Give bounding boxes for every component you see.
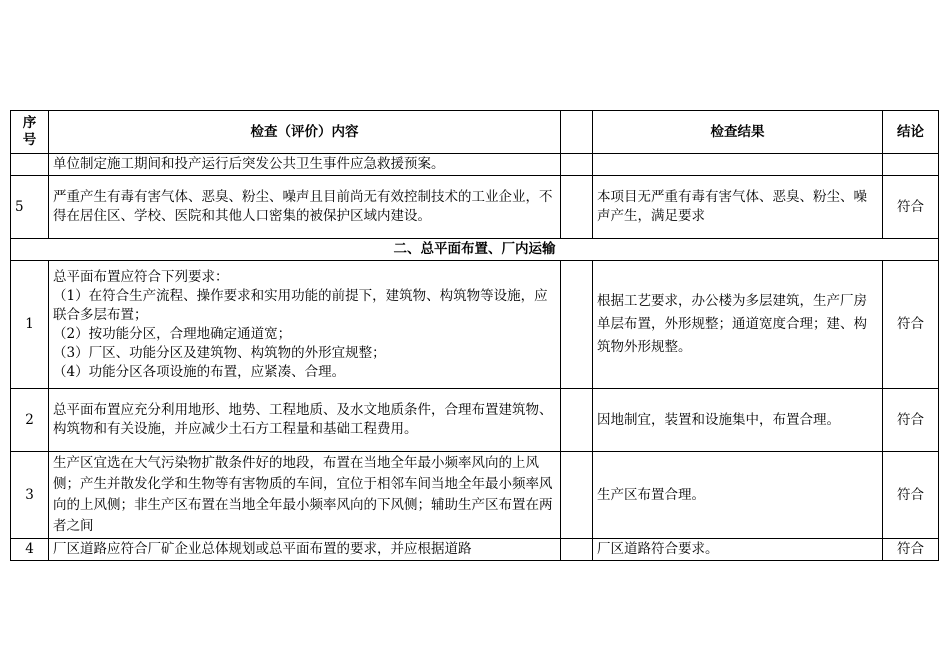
content-line: （3）厂区、功能分区及建筑物、构筑物的外形宜规整； [53, 344, 386, 361]
cell-conclusion: 符合 [883, 539, 939, 561]
cell-content: 厂区道路应符合厂矿企业总体规划或总平面布置的要求，并应根据道路 [49, 539, 561, 561]
header-content: 检查（评价）内容 [49, 111, 561, 154]
cell-conclusion [883, 154, 939, 176]
cell-seq [11, 154, 49, 176]
cell-result: 生产区布置合理。 [593, 452, 883, 539]
header-blank [561, 111, 593, 154]
cell-result [593, 154, 883, 176]
cell-conclusion: 符合 [883, 389, 939, 452]
cell-seq: 4 [11, 539, 49, 561]
cell-seq: 3 [11, 452, 49, 539]
section-title: 二、总平面布置、厂内运输 [11, 239, 939, 261]
header-conclusion: 结论 [883, 111, 939, 154]
cell-result: 因地制宜，装置和设施集中，布置合理。 [593, 389, 883, 452]
section-row [11, 239, 939, 261]
cell-seq: 1 [11, 261, 49, 389]
cell-blank [561, 261, 593, 389]
header-result: 检查结果 [593, 111, 883, 154]
content-line: （1）在符合生产流程、操作要求和实用功能的前提下，建筑物、构筑物等设施，应联合多层布置； [53, 287, 548, 323]
table-row [11, 452, 939, 539]
cell-blank [561, 389, 593, 452]
cell-result: 本项目无严重有毒有害气体、恶臭、粉尘、噪声产生，满足要求 [593, 176, 883, 239]
cell-conclusion: 符合 [883, 452, 939, 539]
table-row [11, 154, 939, 176]
table-header-row [11, 111, 939, 154]
cell-blank [561, 176, 593, 239]
cell-content [49, 261, 561, 389]
cell-seq: 2 [11, 389, 49, 452]
cell-result: 根据工艺要求，办公楼为多层建筑，生产厂房单层布置，外形规整；通道宽度合理；建、构筑物外形规整。 [593, 261, 883, 389]
cell-result: 厂区道路符合要求。 [593, 539, 883, 561]
cell-content: 生产区宜选在大气污染物扩散条件好的地段，布置在当地全年最小频率风向的上风侧；产生并散发化学和生物等有害物质的车间，宜位于相邻车间当地全年最小频率风向的上风侧；非生产区布置在当地全年最小频率风向的下风侧；辅助生产区布置在两者之间 [49, 452, 561, 539]
cell-conclusion: 符合 [883, 261, 939, 389]
table-row [11, 539, 939, 561]
cell-content: 单位制定施工期间和投产运行后突发公共卫生事件应急救援预案。 [49, 154, 561, 176]
table-row [11, 261, 939, 389]
cell-seq: 5 [11, 176, 49, 239]
cell-blank [561, 539, 593, 561]
header-seq [11, 111, 49, 154]
cell-conclusion: 符合 [883, 176, 939, 239]
cell-content: 总平面布置应充分利用地形、地势、工程地质、及水文地质条件，合理布置建筑物、构筑物和有关设施，并应减少土石方工程量和基础工程费用。 [49, 389, 561, 452]
cell-content: 严重产生有毒有害气体、恶臭、粉尘、噪声且目前尚无有效控制技术的工业企业，不得在居住区、学校、医院和其他人口密集的被保护区域内建设。 [49, 176, 561, 239]
table-row [11, 389, 939, 452]
content-line: 总平面布置应符合下列要求： [53, 268, 229, 285]
content-line: （2）按功能分区，合理地确定通道宽； [53, 325, 292, 342]
review-table [10, 110, 939, 561]
cell-blank [561, 452, 593, 539]
content-line: （4）功能分区各项设施的布置，应紧凑、合理。 [53, 363, 346, 380]
header-seq-label: 序 号 [22, 115, 37, 148]
cell-blank [561, 154, 593, 176]
table-row [11, 176, 939, 239]
